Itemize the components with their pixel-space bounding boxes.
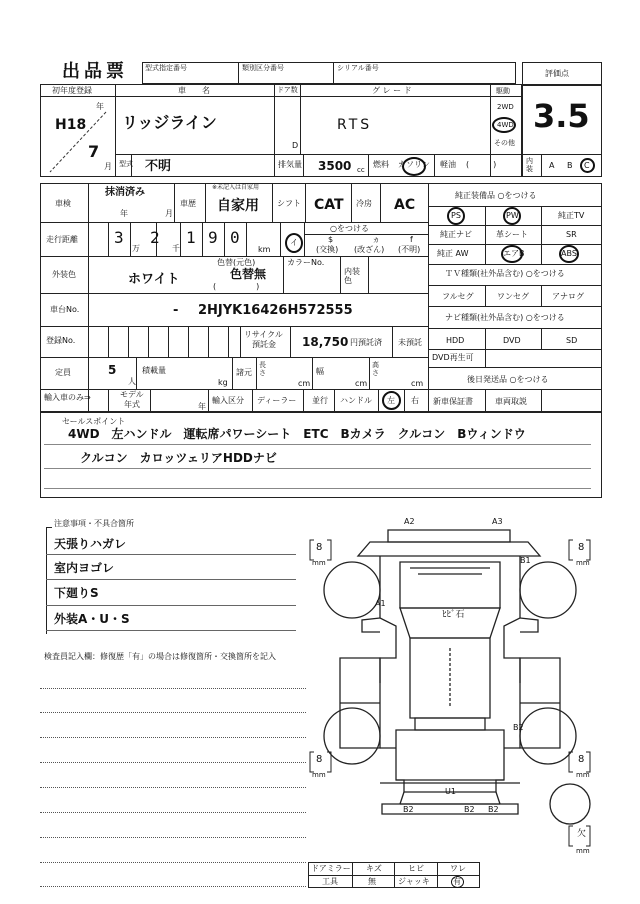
first-reg-era: H18: [55, 117, 87, 133]
meter-swap-l2: (交換): [316, 245, 339, 254]
model-year-l2: 年式: [124, 400, 140, 409]
note-item-4: 外装A・U・S: [54, 612, 130, 626]
grade-label: グ レ ー ド: [372, 86, 412, 95]
damage-b2-rear-2: B2: [464, 805, 475, 814]
sales-line-2: クルコン カロッツェリアHDDナビ: [80, 451, 277, 465]
navi-sd: SD: [566, 336, 578, 345]
mileage-digit-5: 0: [230, 228, 240, 247]
notes-label: 注意事項・不具合箇所: [54, 519, 134, 528]
mileage-digit-4: 9: [208, 228, 218, 247]
interior-label: 内装: [526, 157, 533, 173]
model-year-l1: モデル: [120, 390, 144, 399]
import-label: 輸入車のみ⇒: [44, 393, 91, 402]
legend-jack: ジャッキ: [398, 877, 430, 886]
usage-label: 車歴: [180, 199, 196, 208]
load-kg: kg: [218, 378, 228, 387]
mileage-label: 走行距離: [46, 235, 78, 244]
displacement-label: 排気量: [278, 160, 302, 169]
note-item-1: 天張りハガレ: [54, 537, 127, 551]
dims-width: 幅: [316, 367, 324, 376]
legend-scratch: キズ: [366, 864, 382, 873]
year-unit: 年: [96, 102, 104, 111]
legend-crack: ヒビ: [408, 864, 424, 873]
class-label: 類別区分番号: [242, 64, 284, 72]
spare-tire-unit: mm: [576, 847, 590, 855]
opt-abs: ABS: [561, 249, 577, 258]
note-item-2: 室内ヨゴレ: [54, 561, 115, 575]
legend-broken: ワレ: [450, 864, 466, 873]
legend-tools: 工具: [322, 877, 338, 886]
month-unit: 月: [104, 162, 112, 171]
manual: 車両取説: [495, 397, 527, 406]
dims-cm-3: cm: [411, 379, 424, 388]
recycle-unpaid: 未預託: [398, 338, 422, 347]
legend-check: 有: [453, 877, 461, 886]
meter-swap-l1: $: [328, 235, 334, 244]
dims-cm-1: cm: [298, 379, 311, 388]
model-cert-label: 型式指定番号: [145, 64, 187, 72]
interior-b: B: [567, 161, 573, 170]
interior-color-label: 内装色: [344, 267, 360, 285]
import-type-label: 輸入区分: [212, 396, 244, 405]
doors-label: ドア数: [277, 86, 298, 94]
insp-year: 年: [120, 209, 128, 218]
tv-one: ワンセグ: [497, 292, 529, 301]
legend-door-mirror: ドアミラー: [311, 864, 351, 873]
interior-c: C: [584, 161, 590, 170]
color-label: 外装色: [52, 270, 76, 279]
opt-tv: 純正TV: [558, 211, 585, 220]
meter-mod-l2: (改ざん): [354, 245, 385, 254]
recycle-l1: リサイクル: [244, 330, 283, 339]
car-name: リッジライン: [122, 113, 217, 132]
tire-depth-rl: 8: [316, 754, 323, 765]
tire-depth-rr: 8: [578, 754, 585, 765]
dims-cm-2: cm: [355, 379, 368, 388]
usage-value: 自家用: [217, 198, 259, 214]
spare-tire-value: 欠: [577, 829, 587, 839]
opt-leather: 革シート: [496, 230, 528, 239]
tire-unit-fr: mm: [576, 559, 590, 567]
damage-a1: A1: [375, 599, 386, 608]
model-type: 不明: [145, 159, 172, 174]
new-warranty: 新車保証書: [433, 397, 473, 406]
damage-u1: U1: [445, 787, 456, 796]
damage-b2-rear-3: B2: [488, 805, 499, 814]
header-code-box: [142, 62, 516, 84]
door-d: D: [292, 141, 299, 150]
handle-label: ハンドル: [340, 396, 372, 405]
mileage-digit-1: 3: [114, 228, 124, 247]
meter-title: ○をつける: [330, 224, 369, 233]
rating-label: 評価点: [545, 69, 569, 78]
drive-2wd: 2WD: [497, 103, 514, 111]
capacity-unit: 人: [128, 377, 136, 386]
ac-value: AC: [394, 197, 416, 213]
repaint-label: 色替(元色): [217, 258, 256, 267]
opt-air: エアB: [503, 249, 525, 258]
damage-b2-side: B2: [513, 723, 524, 732]
repaint-value: 色替無: [230, 267, 267, 281]
model-type-label: 型式: [119, 160, 133, 168]
opt-aw: 純正 AW: [437, 249, 469, 258]
mileage-digit-2: 2: [150, 228, 160, 247]
grade: RTS: [337, 117, 373, 133]
repaint-paren: ( ): [213, 282, 260, 291]
tv-analog: アナログ: [552, 292, 584, 301]
meter-unk-l2: (不明): [398, 245, 421, 254]
handle-right: 右: [411, 396, 419, 405]
shift-label: シフト: [277, 199, 301, 208]
chassis-dash: -: [173, 303, 179, 318]
first-reg-label: 初年度登録: [52, 86, 92, 95]
opt-sr: SR: [566, 230, 577, 239]
tv-full: フルセグ: [442, 292, 474, 301]
recycle-l2: 預託金: [252, 340, 276, 349]
tire-unit-rl: mm: [312, 771, 326, 779]
inspection-label: 車検: [55, 199, 71, 208]
date-slash: [46, 108, 108, 174]
handle-left: 左: [387, 396, 395, 405]
dims-length: 長さ: [259, 361, 266, 377]
import-dealer: ディーラー: [257, 396, 297, 405]
serial-label: シリアル番号: [337, 64, 379, 72]
dims-label: 諸元: [236, 368, 252, 377]
chassis-value: 2HJYK16426H572555: [198, 303, 353, 318]
form-title: 出品票: [62, 61, 128, 82]
color-value: ホワイト: [128, 272, 180, 287]
recycle-paid: 円預託済: [350, 338, 382, 347]
first-reg-month: 7: [88, 142, 100, 161]
damage-b1: B1: [520, 556, 531, 565]
meter-same: イ: [290, 238, 298, 247]
fuel-label: 燃料: [373, 160, 389, 169]
navi-title: ナビ種類(社外品含む) ○をつける: [445, 313, 565, 322]
fuel-gas: ガソリン: [398, 160, 430, 169]
meter-unk-l1: f: [410, 235, 413, 244]
note-item-3: 下廻りS: [54, 586, 99, 600]
import-year: 年: [198, 402, 206, 411]
sales-label: セールスポイント: [62, 417, 126, 426]
navi-hdd: HDD: [446, 336, 465, 345]
car-damage-diagram: [300, 508, 600, 868]
mileage-km: km: [258, 245, 271, 254]
capacity-value: 5: [108, 363, 117, 377]
mileage-man: 万: [132, 244, 140, 253]
insp-month: 月: [165, 209, 173, 218]
drive-other: その他: [494, 139, 515, 147]
damage-b2-rear-1: B2: [403, 805, 414, 814]
inspection-value: 抹消済み: [105, 187, 145, 198]
opt-ps: PS: [451, 211, 461, 220]
tire-unit-rr: mm: [576, 771, 590, 779]
drive-4wd: 4WD: [497, 121, 514, 129]
shift-value: CAT: [314, 197, 344, 213]
damage-hibi: ﾋﾋﾞ石: [442, 610, 465, 620]
car-name-label: 車 名: [178, 86, 210, 95]
tire-unit-fl: mm: [312, 559, 326, 567]
cc-unit: cc: [357, 166, 365, 174]
navi-dvd: DVD: [503, 336, 521, 345]
mileage-digit-3: 1: [186, 228, 196, 247]
rating-value: 3.5: [533, 97, 590, 135]
damage-a2: A2: [404, 517, 415, 526]
damage-a3: A3: [492, 517, 503, 526]
options-title: 純正装備品 ○をつける: [455, 191, 537, 200]
interior-a: A: [549, 161, 555, 170]
aftermarket-title: 後日発送品 ○をつける: [467, 375, 549, 384]
recycle-value: 18,750: [302, 335, 349, 349]
tire-depth-fr: 8: [578, 542, 585, 553]
fuel-light: 軽油: [440, 160, 456, 169]
mileage-sen: 千: [172, 244, 180, 253]
color-no-label: カラーNo.: [287, 258, 325, 267]
import-parallel: 並行: [312, 396, 328, 405]
chassis-label: 車台No.: [50, 305, 80, 314]
opt-pw: PW: [506, 211, 519, 220]
dvd-player: DVD再生可: [432, 353, 474, 362]
tire-depth-fl: 8: [316, 542, 323, 553]
inspector-label: 検査員記入欄：修復歴「有」の場合は修復箇所・交換箇所を記入: [44, 652, 276, 661]
meter-mod-l1: ヵ: [372, 235, 380, 244]
usage-note: ※未記入は自家用: [212, 184, 260, 191]
tv-title: ＴＶ種類(社外品含む) ○をつける: [445, 269, 565, 278]
load-label: 積載量: [142, 366, 166, 375]
ac-label: 冷房: [356, 199, 372, 208]
sales-line-1: 4WD 左ハンドル 運転席パワーシート ETC Bカメラ クルコン Bウィンドウ: [68, 427, 526, 441]
legend-none: 無: [368, 877, 376, 886]
capacity-label: 定員: [55, 368, 71, 377]
opt-navi: 純正ナビ: [440, 230, 472, 239]
reg-label: 登録No.: [46, 336, 76, 345]
dims-height: 高さ: [372, 361, 379, 377]
drive-label: 駆動: [496, 87, 510, 95]
displacement: 3500: [318, 159, 352, 173]
fuel-paren: ( ): [466, 160, 497, 169]
